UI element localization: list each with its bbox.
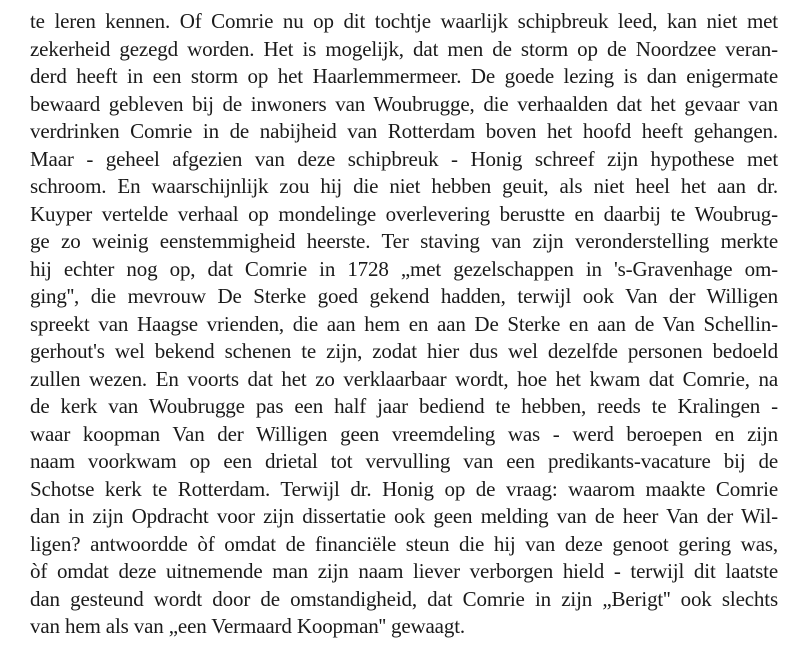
text-line: bewaard gebleven bij de inwoners van Woubrugge, die verhaalden dat het gevaar van <box>30 91 778 116</box>
text-line: ligen? antwoordde òf omdat de financiële steun die hij van deze genoot gering was, <box>30 531 778 556</box>
text-line: naam voorkwam op een drietal tot vervulling van een predikants-vacature bij de <box>30 449 778 473</box>
text-line: verdrinken Comrie in de nabijheid van Rotterdam boven het hoofd heeft gehangen. <box>30 119 778 143</box>
text-line: Maar - geheel afgezien van deze schipbreuk - Honig schreef zijn hypothese met <box>30 146 778 171</box>
body-paragraph <box>30 8 778 641</box>
text-line: Kuyper vertelde verhaal op mondelinge overlevering berustte en daarbij te Woubrug- <box>30 201 778 226</box>
text-line: dan gesteund wordt door de omstandigheid, dat Comrie in zijn „Berigt'' ook slechts <box>30 586 778 611</box>
text-line: de kerk van Woubrugge pas een half jaar bediend te hebben, reeds te Kralingen - <box>30 394 778 418</box>
text-line: zullen wezen. En voorts dat het zo verklaarbaar wordt, hoe het kwam dat Comrie, na <box>30 366 778 391</box>
document-page <box>30 8 778 641</box>
text-line: schroom. En waarschijnlijk zou hij die niet hebben geuit, als niet heel het aan dr. <box>30 174 778 198</box>
text-line: waar koopman Van der Willigen geen vreemdeling was - werd beroepen en zijn <box>30 421 778 446</box>
text-line: derd heeft in een storm op het Haarlemmermeer. De goede lezing is dan enigermate <box>30 64 778 88</box>
text-line: hij echter nog op, dat Comrie in 1728 „met gezelschappen in 's-Gravenhage om- <box>30 256 778 281</box>
text-line: Schotse kerk te Rotterdam. Terwijl dr. Honig op de vraag: waarom maakte Comrie <box>30 476 778 501</box>
text-line: zekerheid gezegd worden. Het is mogelijk, dat men de storm op de Noordzee veran- <box>30 36 778 61</box>
text-line: òf omdat deze uitnemende man zijn naam liever verborgen hield - terwijl dit laatste <box>30 559 778 583</box>
text-line: spreekt van Haagse vrienden, die aan hem en aan De Sterke en aan de Van Schellin- <box>30 311 778 336</box>
text-line: te leren kennen. Of Comrie nu op dit tochtje waarlijk schipbreuk leed, kan niet met <box>30 9 778 33</box>
text-line: dan in zijn Opdracht voor zijn dissertatie ook geen melding van de heer Van der Wil- <box>30 504 778 528</box>
text-line: van hem als van „een Vermaard Koopman'' gewaagt. <box>30 614 465 638</box>
text-line: ging'', die mevrouw De Sterke goed gekend hadden, terwijl ook Van der Willigen <box>30 284 778 308</box>
text-line: ge zo weinig eenstemmigheid heerste. Ter staving van zijn veronderstelling merkte <box>30 229 778 253</box>
text-line: gerhout's wel bekend schenen te zijn, zodat hier dus wel dezelfde personen bedoeld <box>30 339 778 363</box>
